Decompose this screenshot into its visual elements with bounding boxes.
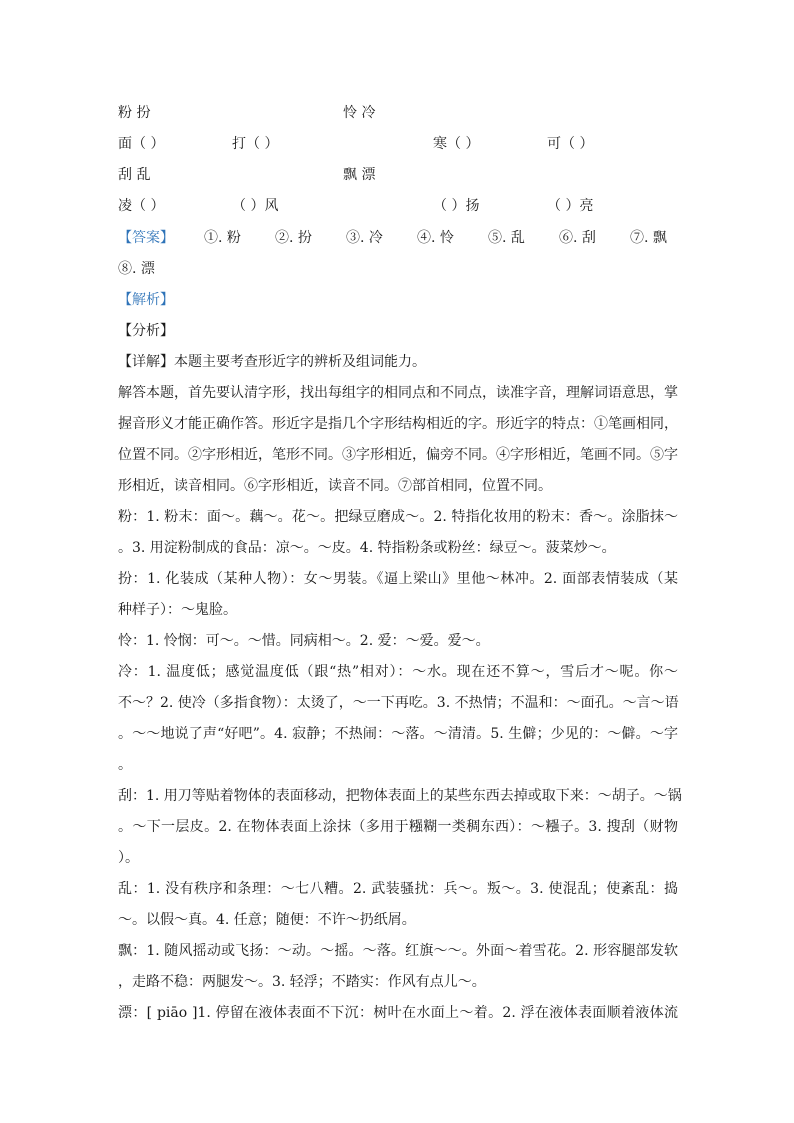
char-pair-lian-leng: 怜 冷 [343,105,376,121]
answer-item: ④. 怜 [417,230,454,246]
body-line: 刮：1. 用刀等贴着物体的表面移动，把物体表面上的某些东西去掉或取下来：～胡子。～锅 [118,788,682,804]
body-line: 飘：1. 随风摇动或飞扬：～动。～摇。～落。红旗～～。外面～着雪花。2. 形容腿部发软 [118,943,678,959]
body-line: 乱：1. 没有秩序和条理：～七八糟。2. 武装骚扰：兵～。叛～。3. 使混乱；使紊乱：捣 [118,881,678,897]
detail-line [118,352,426,372]
answer-item: ⑤. 乱 [488,230,525,246]
body-line: 怜：1. 怜悯：可～。～惜。同病相～。2. 爱：～爱。爱～。 [118,633,490,649]
blank-yang: （ ）扬 [433,198,480,214]
char-pair-fen-ban: 粉 扮 [118,105,151,121]
blank-mian: 面（ ） [118,136,165,152]
blank-da: 打（ ） [232,136,279,152]
body-line: ）。 [118,850,139,866]
body-line: 。 [118,757,132,773]
analysis-label: 【解析】 [118,292,174,308]
answer-item: ③. 冷 [346,230,383,246]
body-line: 漂：[ piāo ]1. 停留在液体表面不下沉：树叶在水面上～着。2. 浮在液体表面顺着液体流 [118,1005,678,1021]
blank-ke: 可（ ） [547,136,594,152]
char-pair-gua-luan: 刮 乱 [118,167,151,183]
body-line: ，走路不稳：两腿发～。3. 轻浮；不踏实：作风有点儿～。 [118,974,486,990]
answer-item: ①. 粉 [204,230,241,246]
body-line: 握音形义才能正确作答。形近字是指几个字形结构相近的字。形近字的特点：①笔画相同， [118,416,678,432]
body-line: 粉：1. 粉末：面～。藕～。花～。把绿豆磨成～。2. 特指化妆用的粉末：香～。涂脂抹～ [118,509,678,525]
body-line: 扮：1. 化装成（某种人物）：女～男装。《逼上梁山》里他～林冲。2. 面部表情装成（某 [118,571,678,587]
answer-item: ②. 扮 [275,230,312,246]
body-line: 冷：1. 温度低；感觉温度低（跟“热”相对）：～水。现在还不算～，雪后才～呢。你～ [118,664,678,680]
blank-ling: 凌（ ） [118,198,165,214]
answer-label: 【答案】 [118,230,174,246]
char-pair-piao-piao: 飘 漂 [343,167,376,183]
detail-label: 【详解】 [118,354,174,370]
body-line: ～。以假～真。4. 任意；随便：不许～扔纸屑。 [118,912,416,928]
answer-item: ⑥. 刮 [559,230,596,246]
blank-feng: （ ）风 [232,198,279,214]
body-line: 形相近，读音相同。⑥字形相近，读音不同。⑦部首相同，位置不同。 [118,478,552,494]
blank-han: 寒（ ） [433,136,480,152]
body-line: 。～下一层皮。2. 在物体表面上涂抹（多用于糨糊一类稠东西）：～糨子。3. 搜刮（财物 [118,819,678,835]
body-line: 种样子）：～鬼脸。 [118,602,237,618]
body-line: 不～？2. 使冷（多指食物）：太烫了，～一下再吃。3. 不热情；不温和：～面孔。～言～语 [118,695,679,711]
body-line: 位置不同。②字形相近，笔形不同。③字形相近，偏旁不同。④字形相近，笔画不同。⑤字 [118,447,678,463]
body-line: 。3. 用淀粉制成的食品：凉～。～皮。4. 特指粉条或粉丝：绿豆～。菠菜炒～。 [118,540,616,556]
body-line: 。～～地说了声“好吧”。4. 寂静；不热闹：～落。～清清。5. 生僻；少见的：～僻。～字 [118,726,678,742]
detail-text: 本题主要考查形近字的辨析及组词能力。 [174,354,426,370]
blank-liang: （ ）亮 [547,198,594,214]
answer-item: ⑧. 漂 [118,261,155,277]
body-line: 解答本题，首先要认清字形，找出每组字的相同点和不同点，读准字音，理解词语意思，掌 [118,385,678,401]
answer-item: ⑦. 飘 [630,230,667,246]
fenxi-label: 【分析】 [118,323,174,339]
